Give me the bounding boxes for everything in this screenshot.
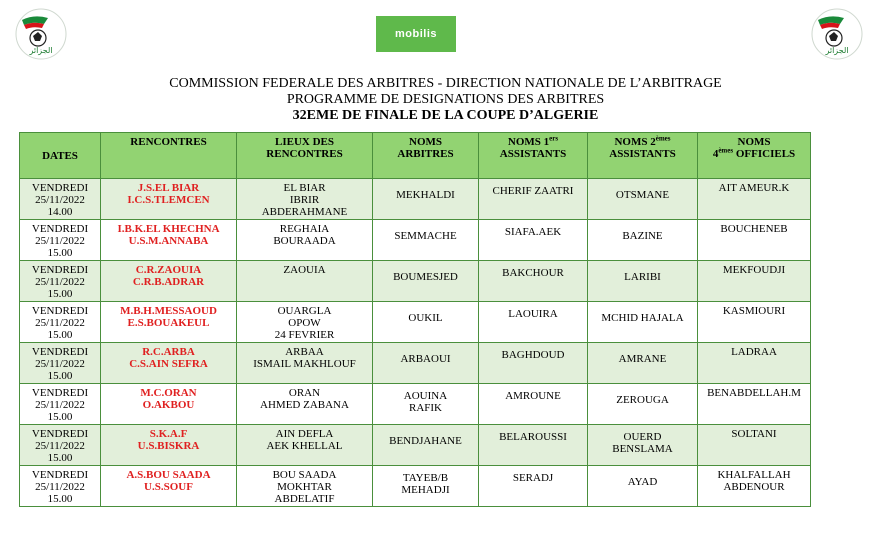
cell-venue-line: ORAN (288, 387, 321, 399)
cell-date-line: 15.00 (47, 411, 73, 423)
cell-date-line: VENDREDI (31, 264, 89, 276)
cell-fourth-official-line: AIT AMEUR.K (718, 182, 790, 194)
federation-logo-left (14, 8, 68, 60)
cell-date (20, 220, 101, 261)
cell-venue-line: AIN DEFLA (275, 428, 334, 440)
cell-venue (237, 302, 373, 343)
header-line-1: COMMISSION FEDERALE DES ARBITRES - DIRECTION NATIONALE DE L’ARBITRAGE (169, 76, 722, 91)
cell-referee-line: SEMMACHE (394, 230, 457, 242)
cell-match-line: U.S.BISKRA (137, 440, 200, 452)
cell-fourth-official-line: LADRAA (731, 346, 777, 358)
cell-date-line: 25/11/2022 (35, 276, 85, 288)
cell-date (20, 425, 101, 466)
table-row (20, 302, 811, 343)
col-header-4th-officials: NOMS 4èmes OFFICIELS (698, 133, 811, 179)
cell-venue-line: AHMED ZABANA (260, 399, 349, 411)
cell-match-line: I.B.K.EL KHECHNA (117, 223, 220, 235)
cell-date-line: 15.00 (47, 370, 73, 382)
cell-referee (373, 425, 479, 466)
cell-match (101, 220, 237, 261)
cell-assistant-2-line: BENSLAMA (612, 443, 673, 455)
cell-date (20, 302, 101, 343)
cell-match (101, 179, 237, 220)
cell-venue-line: MOKHTAR (277, 481, 332, 493)
cell-date-line: 15.00 (47, 247, 73, 259)
col-header-arbitres: NOMS ARBITRES (373, 133, 479, 179)
cell-assistant-1-line: CHERIF ZAATRI (492, 185, 574, 197)
cell-date-line: VENDREDI (31, 428, 89, 440)
cell-assistant-2 (588, 384, 698, 425)
cell-referee-line: TAYEB/B (402, 472, 449, 484)
cell-match-line: O.AKBOU (142, 399, 195, 411)
cell-fourth-official-line: ABDENOUR (723, 481, 785, 493)
table-header-row (20, 133, 811, 179)
cell-fourth-official (698, 302, 811, 343)
header-line-2: PROGRAMME DE DESIGNATIONS DES ARBITRES (286, 92, 605, 107)
cell-date (20, 343, 101, 384)
cell-assistant-1-line: BAKCHOUR (502, 267, 564, 279)
cell-venue-line: OPOW (288, 317, 321, 329)
cell-date-line: VENDREDI (31, 223, 89, 235)
cell-date-line: 15.00 (47, 493, 73, 505)
cell-fourth-official (698, 384, 811, 425)
cell-date-line: VENDREDI (31, 387, 89, 399)
cell-date-line: 15.00 (47, 452, 73, 464)
logo-caption-left: الجزائر (29, 46, 53, 55)
cell-assistant-2 (588, 179, 698, 220)
cell-date-line: VENDREDI (31, 182, 89, 194)
cell-venue-line: ZAOUIA (283, 264, 326, 276)
cell-assistant-2-line: MCHID HAJALA (601, 312, 684, 324)
cell-fourth-official (698, 220, 811, 261)
cell-match-line: S.K.A.F (149, 428, 188, 440)
cell-assistant-1 (479, 179, 588, 220)
cell-venue-line: BOURAADA (273, 235, 336, 247)
cell-referee-line: MEHADJI (401, 484, 450, 496)
cell-assistant-1 (479, 384, 588, 425)
cell-fourth-official-line: SOLTANI (731, 428, 777, 440)
cell-assistant-1-line: SERADJ (512, 472, 554, 484)
cell-date-line: 14.00 (47, 206, 73, 218)
cell-match-line: J.S.EL BIAR (137, 182, 200, 194)
col-header-rencontres: RENCONTRES (101, 133, 237, 179)
cell-date-line: 25/11/2022 (35, 358, 85, 370)
cell-venue-line: ISMAIL MAKHLOUF (253, 358, 356, 370)
cell-venue-line: IBRIR (289, 194, 320, 206)
cell-assistant-1 (479, 220, 588, 261)
cell-assistant-1-line: BAGHDOUD (501, 349, 565, 361)
col-header-dates: DATES (20, 133, 101, 179)
cell-match-line: C.R.B.ADRAR (132, 276, 205, 288)
table-row (20, 179, 811, 220)
cell-assistant-2-line: BAZINE (622, 230, 663, 242)
document-header (0, 76, 891, 124)
cell-venue (237, 384, 373, 425)
cell-referee (373, 384, 479, 425)
cell-match-line: I.C.S.TLEMCEN (127, 194, 210, 206)
cell-assistant-2-line: AYAD (627, 476, 658, 488)
table-row (20, 384, 811, 425)
cell-venue (237, 466, 373, 507)
cell-match-line: M.C.ORAN (140, 387, 197, 399)
cell-date-line: 25/11/2022 (35, 194, 85, 206)
cell-date-line: 15.00 (47, 288, 73, 300)
header-line-3: 32EME DE FINALE DE LA COUPE D’ALGERIE (292, 108, 599, 123)
cell-venue-line: BOU SAADA (272, 469, 337, 481)
cell-match-line: U.S.SOUF (144, 481, 193, 493)
cell-referee (373, 179, 479, 220)
cell-assistant-2-line: ZEROUGA (616, 394, 669, 406)
cell-referee (373, 302, 479, 343)
cell-assistant-1 (479, 343, 588, 384)
col-header-assistants-2: NOMS 2èmes ASSISTANTS (588, 133, 698, 179)
cell-referee-line: BENDJAHANE (389, 435, 462, 447)
cell-referee-line: AOUINA (403, 390, 448, 402)
cell-date (20, 466, 101, 507)
cell-referee-line: ARBAOUI (400, 353, 451, 365)
cell-assistant-2 (588, 425, 698, 466)
cell-date-line: VENDREDI (31, 346, 89, 358)
cell-match-line: C.S.AIN SEFRA (129, 358, 208, 370)
cell-assistant-1 (479, 302, 588, 343)
cell-match-line: C.R.ZAOUIA (135, 264, 202, 276)
cell-date-line: VENDREDI (31, 305, 89, 317)
cell-assistant-1 (479, 261, 588, 302)
cell-assistant-2-line: LARIBI (624, 271, 661, 283)
logo-caption-right: الجزائر (825, 46, 849, 55)
cell-assistant-2 (588, 261, 698, 302)
cell-match-line: M.B.H.MESSAOUD (120, 305, 217, 317)
table-row (20, 466, 811, 507)
cell-match-line: R.C.ARBA (142, 346, 195, 358)
cell-match (101, 302, 237, 343)
col-header-assistants-1: NOMS 1ers ASSISTANTS (479, 133, 588, 179)
cell-fourth-official-line: MEKFOUDJI (722, 264, 786, 276)
cell-venue-line: OUARGLA (277, 305, 332, 317)
cell-referee-line: BOUMESJED (393, 271, 458, 283)
cell-assistant-2 (588, 343, 698, 384)
cell-fourth-official-line: KHALFALLAH (717, 469, 791, 481)
cell-venue-line: ABDELATIF (274, 493, 335, 505)
cell-referee-line: MEKHALDI (396, 189, 455, 201)
cell-venue (237, 425, 373, 466)
mobilis-logo-text: mobilis (394, 28, 437, 40)
cell-date (20, 179, 101, 220)
cell-date (20, 261, 101, 302)
cell-fourth-official (698, 466, 811, 507)
cell-date-line: 25/11/2022 (35, 481, 85, 493)
cell-match-line: U.S.M.ANNABA (128, 235, 209, 247)
cell-assistant-2-line: OTSMANE (615, 189, 670, 201)
cell-referee (373, 220, 479, 261)
cell-venue-line: ABDERAHMANE (261, 206, 348, 218)
cell-date-line: 15.00 (47, 329, 73, 341)
cell-venue-line: EL BIAR (283, 182, 326, 194)
cell-referee (373, 261, 479, 302)
cell-assistant-1-line: LAOUIRA (508, 308, 558, 320)
table-row (20, 261, 811, 302)
cell-match (101, 343, 237, 384)
cell-fourth-official (698, 261, 811, 302)
col-header-lieux: LIEUX DES RENCONTRES (237, 133, 373, 179)
cell-referee-line: RAFIK (408, 402, 442, 414)
federation-logo-right (810, 8, 864, 60)
cell-fourth-official-line: KASMIOURI (722, 305, 786, 317)
cell-date-line: 25/11/2022 (35, 317, 85, 329)
cell-venue (237, 261, 373, 302)
cell-venue-line: REGHAIA (279, 223, 330, 235)
cell-assistant-2-line: AMRANE (618, 353, 667, 365)
cell-venue (237, 179, 373, 220)
cell-assistant-2 (588, 466, 698, 507)
cell-assistant-1-line: BELAROUSSI (499, 431, 567, 443)
cell-assistant-1-line: SIAFA.AEK (504, 226, 562, 238)
cell-venue (237, 343, 373, 384)
cell-assistant-1 (479, 425, 588, 466)
table-row (20, 425, 811, 466)
cell-match (101, 384, 237, 425)
cell-assistant-2 (588, 302, 698, 343)
cell-assistant-2-line: OUERD (623, 431, 662, 443)
cell-venue-line: AEK KHELLAL (266, 440, 343, 452)
cell-referee-line: OUKIL (408, 312, 443, 324)
cell-match (101, 425, 237, 466)
cell-date-line: VENDREDI (31, 469, 89, 481)
cell-fourth-official-line: BENABDELLAH.M (707, 387, 801, 399)
cell-venue-line: ARBAA (285, 346, 324, 358)
cell-date-line: 25/11/2022 (35, 440, 85, 452)
cell-date (20, 384, 101, 425)
cell-fourth-official (698, 179, 811, 220)
designations-table (19, 132, 811, 507)
cell-match (101, 261, 237, 302)
cell-referee (373, 343, 479, 384)
cell-match-line: E.S.BOUAKEUL (127, 317, 210, 329)
cell-venue (237, 220, 373, 261)
table-row (20, 343, 811, 384)
cell-match (101, 466, 237, 507)
cell-date-line: 25/11/2022 (35, 399, 85, 411)
cell-assistant-1 (479, 466, 588, 507)
cell-match-line: A.S.BOU SAADA (126, 469, 211, 481)
mobilis-logo (376, 16, 456, 52)
cell-venue-line: 24 FEVRIER (274, 329, 335, 341)
cell-fourth-official-line: BOUCHENEB (720, 223, 788, 235)
cell-assistant-1-line: AMROUNE (505, 390, 561, 402)
cell-assistant-2 (588, 220, 698, 261)
cell-date-line: 25/11/2022 (35, 235, 85, 247)
cell-referee (373, 466, 479, 507)
cell-fourth-official (698, 425, 811, 466)
table-row (20, 220, 811, 261)
cell-fourth-official (698, 343, 811, 384)
